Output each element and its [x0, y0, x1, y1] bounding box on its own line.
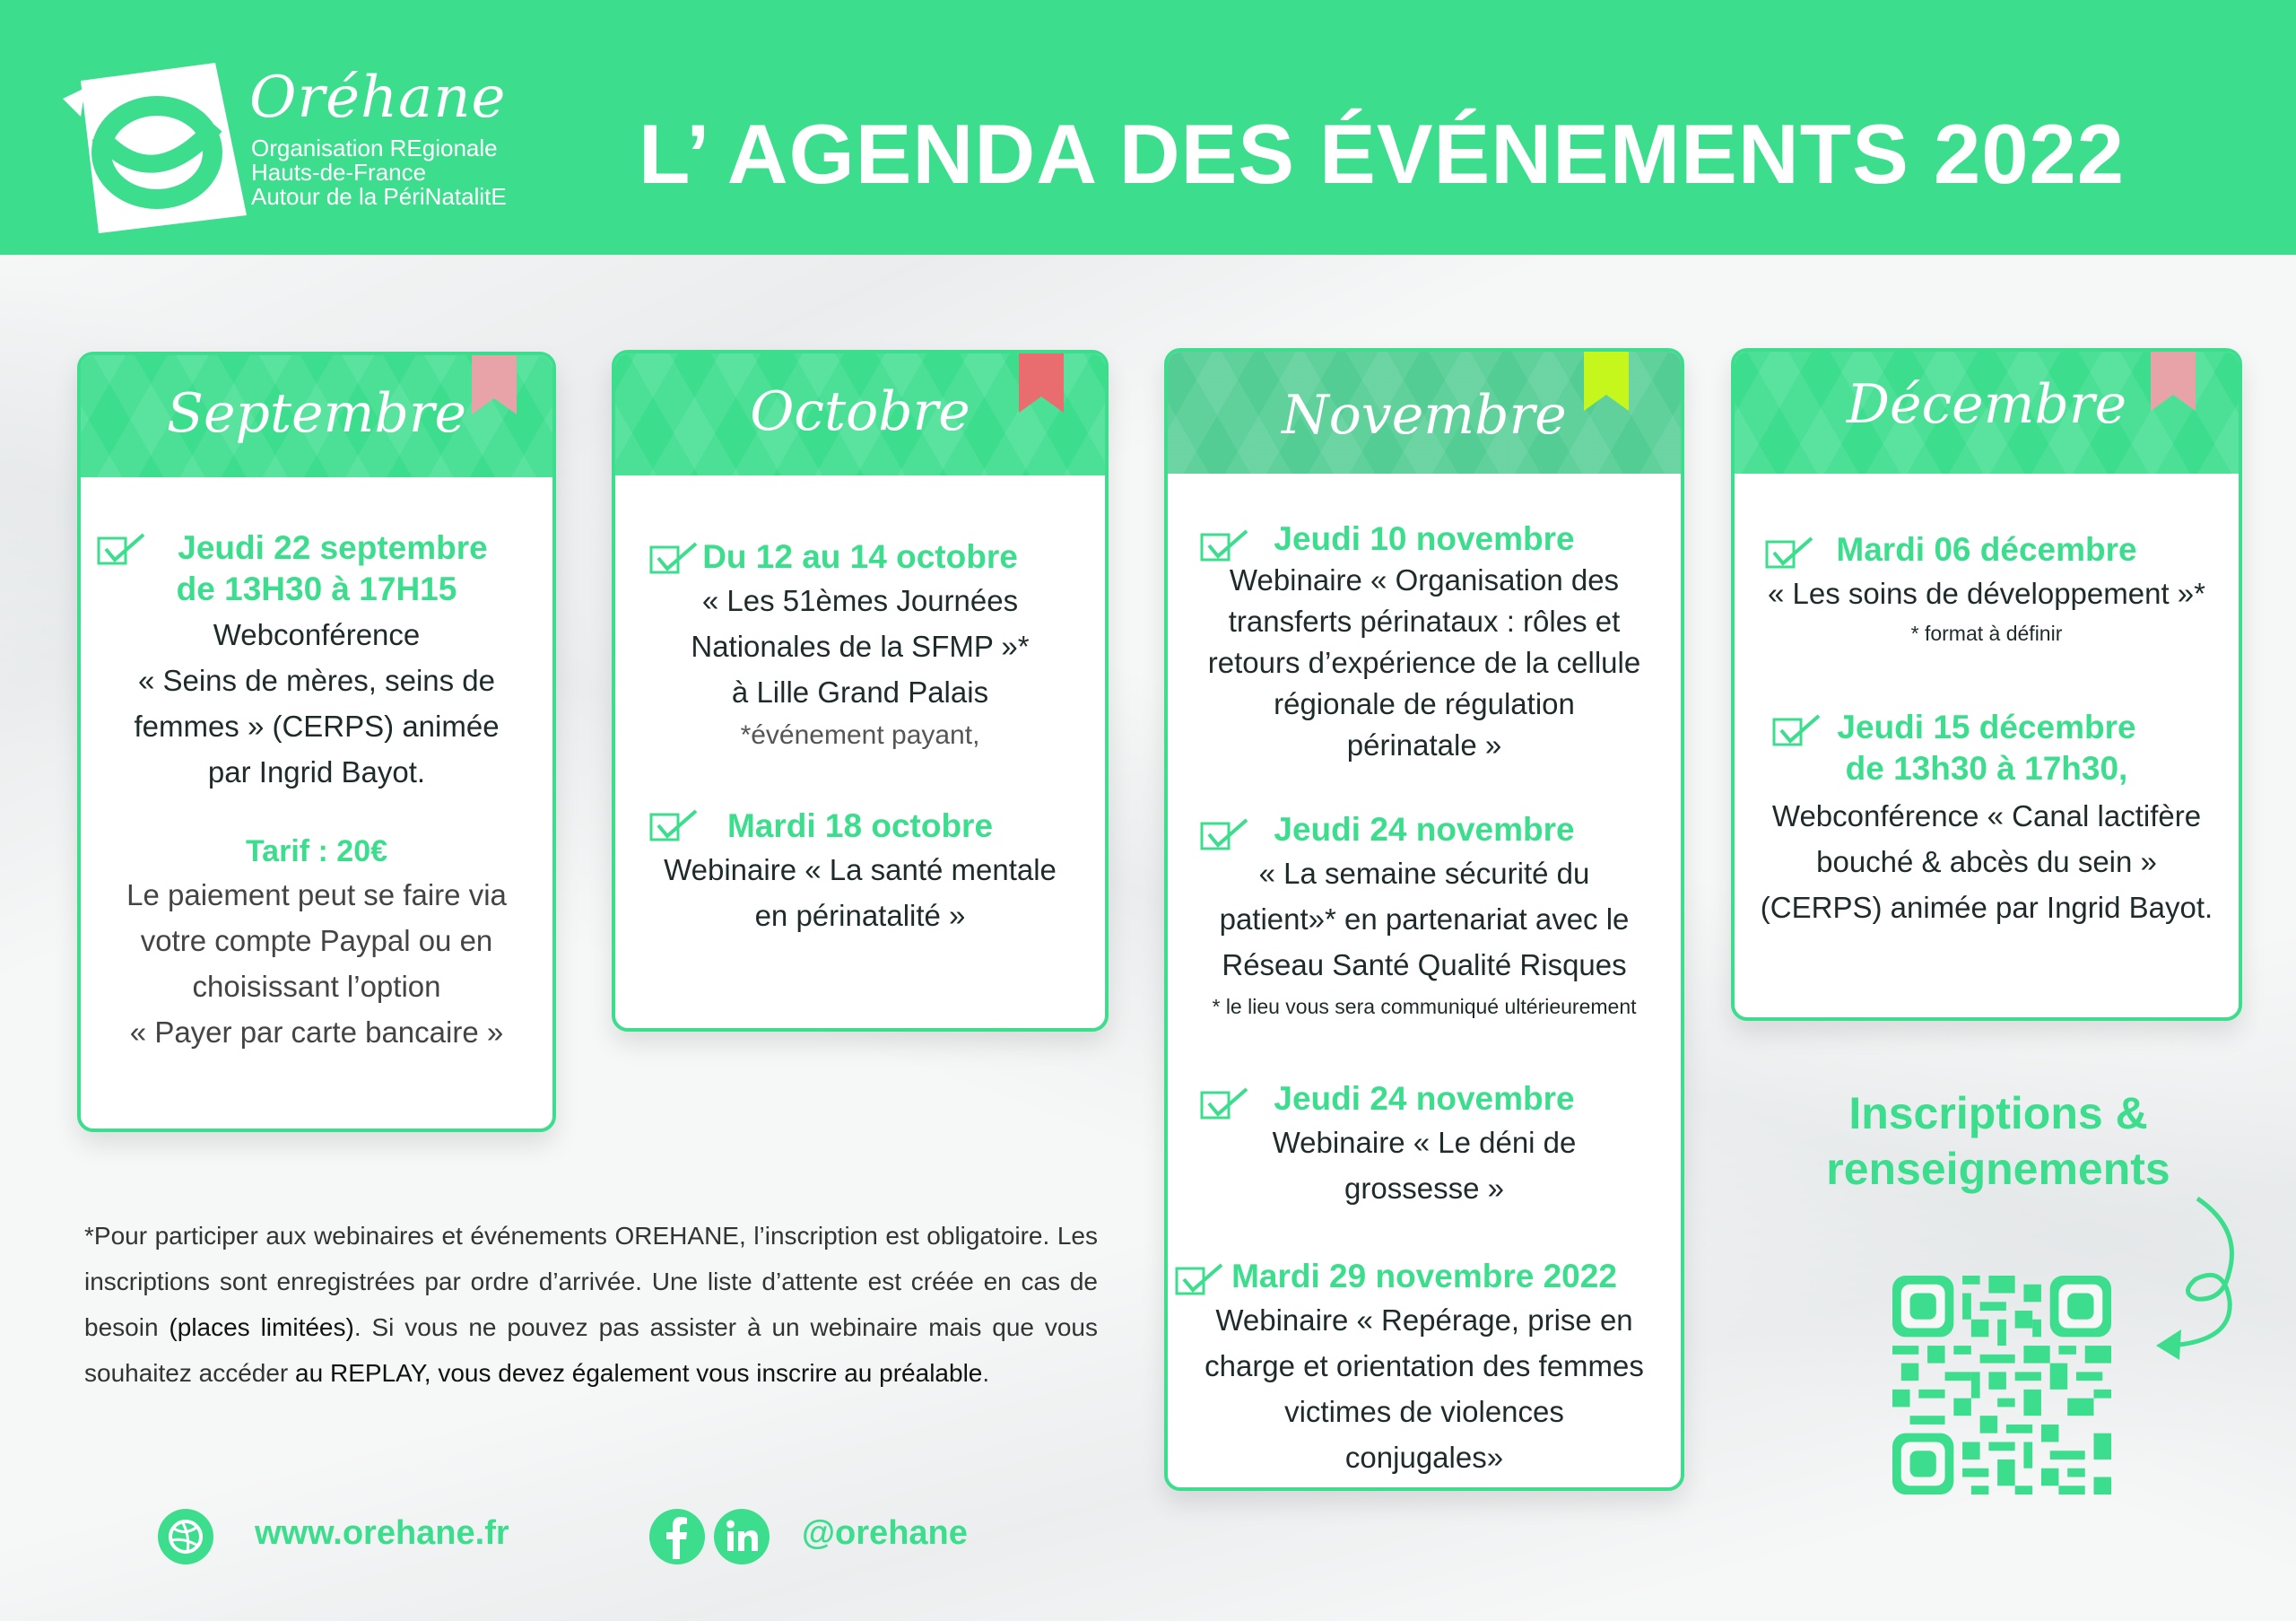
footnote-text: . [982, 1359, 990, 1387]
event-note: *événement payant, [740, 720, 980, 750]
tarif-label: Tarif : 20€ [245, 834, 388, 868]
event-text: « Seins de mères, seins de [137, 664, 496, 697]
event-24-novembre-b [1168, 1078, 1681, 1211]
registration-footnote [84, 1213, 1098, 1396]
facebook-icon[interactable] [649, 1509, 705, 1564]
event-date: Jeudi 22 septembre [178, 529, 488, 566]
footnote-emphasis: (places limitées) [169, 1313, 354, 1341]
month-title: Octobre [750, 380, 970, 443]
event-note: * le lieu vous sera communiqué ultérieurement [1212, 995, 1637, 1018]
card-septembre [77, 352, 556, 1132]
event-text: par Ingrid Bayot. [207, 755, 426, 789]
event-text: conjugales» [1344, 1441, 1504, 1474]
logo-line-2: Hauts-de-France [251, 159, 427, 186]
event-text: charge et orientation des femmes [1205, 1349, 1644, 1382]
curved-arrow-icon [2144, 1193, 2251, 1364]
event-time: de 13h30 à 17h30, [1845, 750, 2128, 787]
payment-text: « Payer par carte bancaire » [129, 1015, 504, 1049]
event-22-septembre [81, 527, 552, 795]
event-text: femmes » (CERPS) animée [134, 710, 500, 743]
event-06-decembre [1735, 529, 2239, 649]
card-novembre [1164, 348, 1684, 1491]
qr-code[interactable] [1892, 1276, 2111, 1495]
event-text: Nationales de la SFMP »* [691, 630, 1030, 663]
event-text: transferts périnataux : rôles et [1228, 605, 1621, 638]
payment-text: votre compte Paypal ou en [140, 924, 493, 957]
month-title: Décembre [1846, 373, 2127, 436]
event-12-14-octobre [615, 536, 1105, 756]
inscriptions-line: Inscriptions & [1848, 1088, 2148, 1138]
website-link[interactable]: www.orehane.fr [255, 1514, 509, 1552]
event-text: Webinaire « La santé mentale [664, 853, 1057, 886]
footnote-text: *Pour participer aux webinaires et événements OREHANE, l’inscription est obligatoire. Les inscriptions sont enregistrées par ordre d’arrivée. Une liste d’attente est créée en cas de besoin [84, 1222, 1098, 1341]
event-text: régionale de régulation [1274, 687, 1575, 720]
event-15-decembre [1735, 707, 2239, 930]
event-date: Mardi 06 décembre [1836, 531, 2137, 568]
event-text: en périnatalité » [754, 899, 966, 932]
tarif-block [81, 831, 552, 1055]
month-title: Septembre [166, 382, 467, 445]
event-text: retours d’expérience de la cellule [1207, 646, 1641, 679]
bookmark-ribbon-icon [2151, 348, 2196, 411]
footnote-emphasis: au REPLAY, vous devez également vous inscrire au préalable [295, 1359, 983, 1387]
event-text: patient»* en partenariat avec le [1219, 902, 1630, 936]
event-time: de 13H30 à 17H15 [176, 571, 457, 607]
event-text: grossesse » [1344, 1172, 1504, 1205]
bookmark-ribbon-icon [1584, 348, 1629, 411]
event-text: « Les soins de développement »* [1767, 577, 2205, 610]
event-10-novembre [1168, 519, 1681, 766]
event-text: « Les 51èmes Journées [701, 584, 1019, 617]
event-text: Webconférence [213, 618, 421, 651]
event-text: périnatale » [1346, 728, 1502, 762]
event-text: bouché & abcès du sein » [1816, 845, 2157, 878]
page-title: L’ AGENDA DES ÉVÉNEMENTS 2022 [639, 107, 2126, 201]
card-octobre [612, 350, 1109, 1032]
logo-line-1: Organisation REgionale [251, 135, 498, 161]
event-text: Webconférence « Canal lactifère [1771, 799, 2202, 832]
event-text: Webinaire « Repérage, prise en [1215, 1303, 1633, 1337]
globe-icon[interactable] [158, 1509, 213, 1564]
payment-text: choisissant l’option [192, 970, 441, 1003]
event-24-novembre-a [1168, 809, 1681, 1022]
orehane-logo-icon [63, 63, 247, 233]
event-date: Jeudi 24 novembre [1274, 811, 1575, 848]
event-date: Mardi 29 novembre 2022 [1231, 1258, 1617, 1294]
bookmark-ribbon-icon [472, 352, 517, 414]
event-18-octobre [615, 806, 1105, 938]
event-text: (CERPS) animée par Ingrid Bayot. [1760, 891, 2213, 924]
event-text: Réseau Santé Qualité Risques [1222, 948, 1627, 981]
card-decembre [1731, 348, 2242, 1021]
logo-line-3: Autour de la PériNatalitE [251, 183, 507, 210]
logo-name: Oréhane [249, 65, 507, 131]
inscriptions-heading [1765, 1085, 2231, 1197]
event-date: Du 12 au 14 octobre [702, 538, 1018, 575]
event-29-novembre [1168, 1256, 1681, 1480]
footnote-text: . Si vous ne pouvez pas assister à un webinaire mais que vous souhaitez accéder [84, 1313, 1099, 1387]
month-title: Novembre [1282, 384, 1567, 447]
linkedin-icon[interactable] [714, 1509, 770, 1564]
event-text: victimes de violences [1284, 1395, 1564, 1428]
inscriptions-line: renseignements [1826, 1144, 2170, 1194]
header-banner [0, 0, 2296, 255]
event-text: Webinaire « Le déni de [1272, 1126, 1577, 1159]
event-note: * format à définir [1910, 622, 2063, 645]
event-text: « La semaine sécurité du [1258, 857, 1590, 890]
event-date: Mardi 18 octobre [726, 807, 994, 844]
event-text: à Lille Grand Palais [731, 675, 989, 709]
social-handle[interactable]: @orehane [802, 1514, 968, 1552]
event-text: Webinaire « Organisation des [1229, 563, 1620, 597]
payment-text: Le paiement peut se faire via [126, 878, 507, 911]
bookmark-ribbon-icon [1019, 350, 1064, 413]
event-date: Jeudi 10 novembre [1274, 520, 1575, 557]
event-date: Jeudi 24 novembre [1274, 1080, 1575, 1117]
event-date: Jeudi 15 décembre [1837, 709, 2136, 745]
